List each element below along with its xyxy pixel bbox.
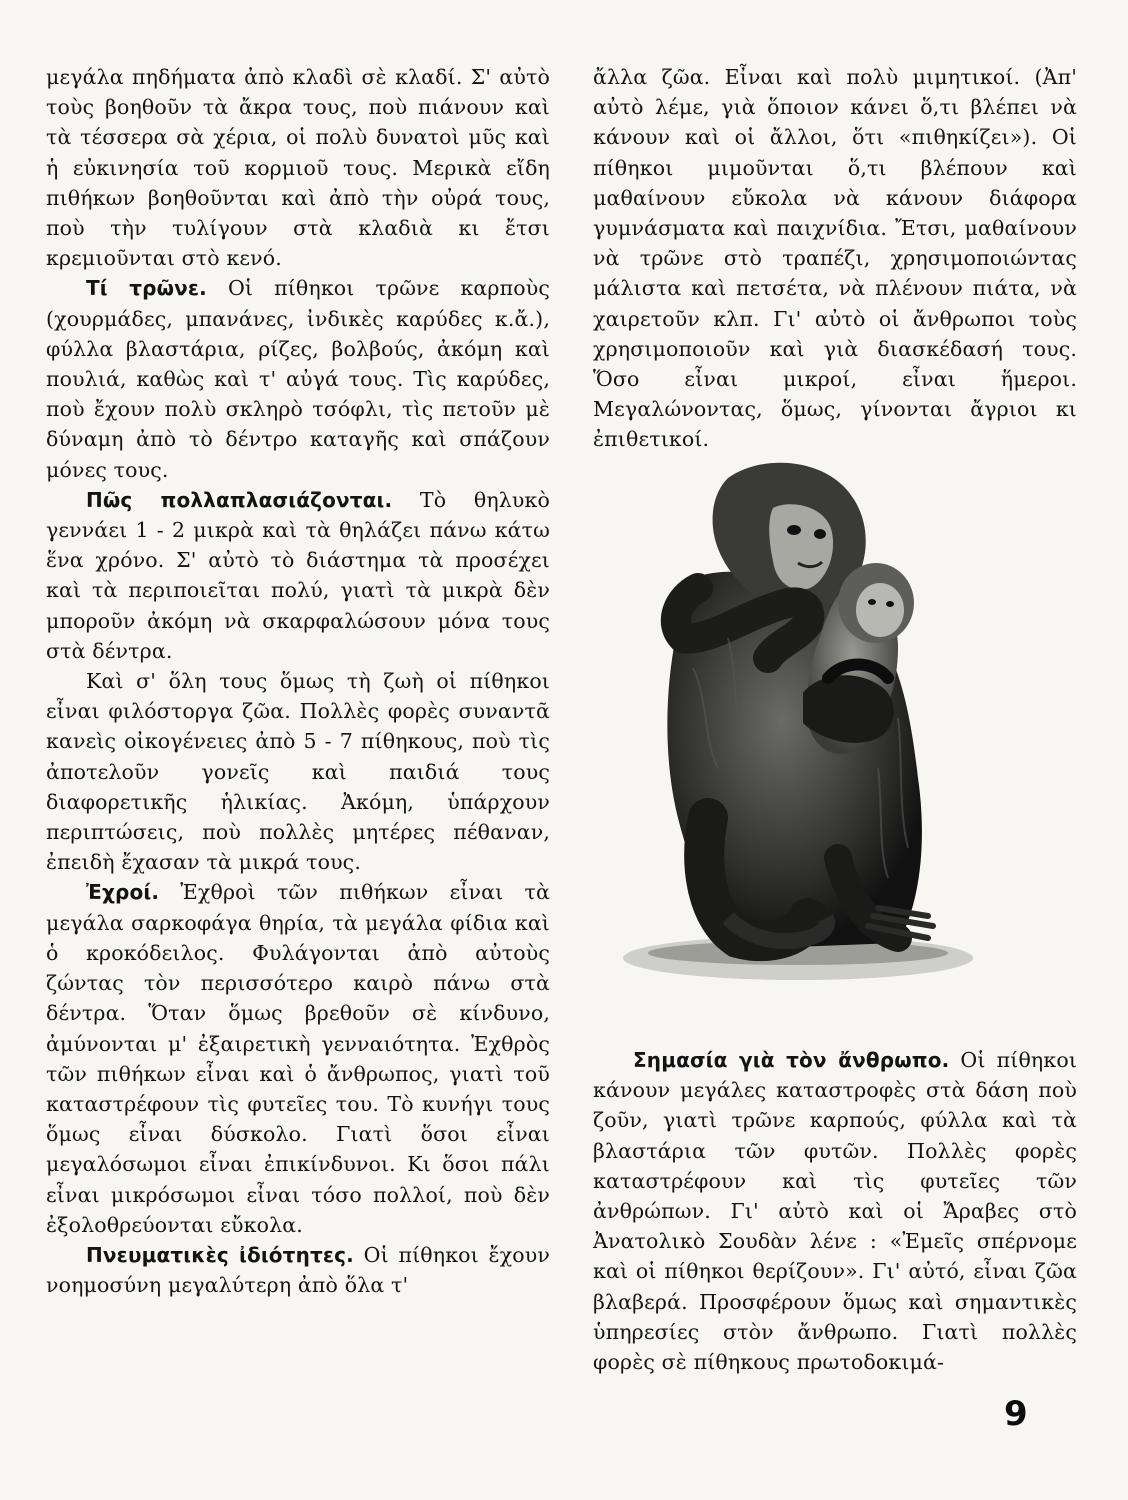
paragraph-enemies [46,877,550,1239]
heading-intellect: Πνευματικὲς ἰδιότητες. [86,1242,354,1267]
right-column [593,62,1077,455]
paragraph-significance [593,1045,1077,1377]
paragraph-intellect [46,1240,550,1300]
heading-enemies: Ἐχροί. [86,880,160,905]
monkey-mother-and-baby-illustration [598,438,988,998]
paragraph-reproduction [46,485,550,666]
paragraph-intellect-body: Οἱ πίθηκοι ἔχουν νοημοσύνη μεγαλύτερη ἀπὸ ὅλα τ' [46,1242,550,1298]
paragraph-diet [46,273,550,484]
page-number: 9 [1004,1394,1028,1434]
paragraph-diet-body: Οἱ πίθηκοι τρῶνε καρποὺς (χουρμάδες, μπανάνες, ἰνδικὲς καρύδες κ.ἄ.), φύλλα βλαστάρια, ρίζες, βολβούς, ἀκόμη καὶ πουλιά, καθὼς καὶ τ' αὐγά τους. Τὶς καρύδες, ποὺ ἔχουν πολὺ σκληρὸ τσόφλι, τὶς πετοῦν μὲ δύναμη ἀπὸ τὸ δέντρο καταγῆς καὶ σπάζουν μόνες τους. [46,276,550,482]
paragraph-enemies-body: Ἐχθροὶ τῶν πιθήκων εἶναι τὰ μεγάλα σαρκοφάγα θηρία, τὰ μεγάλα φίδια καὶ ὁ κροκόδειλος. Φυλάγονται ἀπὸ αὐτοὺς ζώντας τὸν περισσότερο καιρὸ πάνω στὰ δέντρα. Ὅταν ὅμως βρεθοῦν σὲ κίνδυνο, ἀμύνονται μ' ἐξαιρετικὴ γενναιότητα. Ἐχθρὸς τῶν πιθήκων εἶναι καὶ ὁ ἄνθρωπος, γιατὶ τοῦ καταστρέφουν τὶς φυτεῖες του. Τὸ κυνήγι τους ὅμως εἶναι δύσκολο. Γιατὶ ὅσοι εἶναι μεγαλόσωμοι εἶναι ἐπικίνδυνοι. Κι ὅσοι πάλι εἶναι μικρόσωμοι εἶναι τόσο πολλοί, ποὺ δὲν ἐξολοθρεύονται εὔκολα. [46,880,550,1237]
significance-section [593,1045,1077,1377]
heading-diet: Τί τρῶνε. [86,276,207,301]
paragraph-reproduction-body: Τὸ θηλυκὸ γεννάει 1 - 2 μικρὰ καὶ τὰ θηλάζει πάνω κάτω ἕνα χρόνο. Σ' αὐτὸ τὸ διάστημα τὰ προσέχει καὶ τὰ περιποιεῖται πολύ, γιατὶ τὰ μικρὰ δὲν μποροῦν ἀκόμη νὰ σκαρφαλώσουν μόνα τους στὰ δέντρα. [46,487,550,663]
heading-significance: Σημασία γιὰ τὸν ἄνθρωπο. [633,1048,950,1072]
left-column [46,62,550,1300]
heading-reproduction: Πῶς πολλαπλασιάζονται. [86,487,393,512]
paragraph-mimicry: ἄλλα ζῶα. Εἶναι καὶ πολὺ μιμητικοί. (Ἀπ' αὐτὸ λέμε, γιὰ ὅποιον κάνει ὅ,τι βλέπει νὰ κάνουν καὶ οἱ ἄλλοι, ὅτι «πιθηκίζει»). Οἱ πίθηκοι μιμοῦνται ὅ,τι βλέπουν καὶ μαθαίνουν εὔκολα νὰ κάνουν διάφορα γυμνάσματα καὶ παιχνίδια. Ἔτσι, μαθαίνουν νὰ τρῶνε στὸ τραπέζι, χρησιμοποιώντας μάλιστα καὶ πετσέτα, νὰ πλένουν πιάτα, νὰ χαιρετοῦν κλπ. Γι' αὐτὸ οἱ ἄνθρωποι τοὺς χρησιμοποιοῦν καὶ γιὰ διασκέδασή τους. Ὅσο εἶναι μικροί, εἶναι ἥμεροι. Μεγαλώνοντας, ὅμως, γίνονται ἄγριοι κι ἐπιθετικοί. [593,65,1077,452]
paragraph-significance-body: Οἱ πίθηκοι κάνουν μεγάλες καταστροφὲς στὰ δάση ποὺ ζοῦν, γιατὶ τρῶνε καρπούς, φύλλα καὶ τὰ βλαστάρια τῶν φυτῶν. Πολλὲς φορὲς καταστρέφουν καὶ τὶς φυτεῖες τῶν ἀνθρώπων. Γι' αὐτὸ καὶ οἱ Ἄραβες στὸ Ἀνατολικὸ Σουδὰν λένε : «Ἐμεῖς σπέρνομε καὶ οἱ πίθηκοι θερίζουν». Γι' αὐτό, εἶναι ζῶα βλαβερά. Προσφέρουν ὅμως καὶ σημαντικὲς ὑπηρεσίες στὸν ἄνθρωπο. Γιατὶ πολλὲς φορὲς σὲ πίθηκους πρωτοδοκιμά- [593,1048,1078,1375]
paragraph-locomotion: μεγάλα πηδήματα ἀπὸ κλαδὶ σὲ κλαδί. Σ' αὐτὸ τοὺς βοηθοῦν τὰ ἄκρα τους, ποὺ πιάνουν καὶ τὰ τέσσερα σὰ χέρια, οἱ πολὺ δυνατοὶ μῦς καὶ ἡ εὐκινησία τοῦ κορμιοῦ τους. Μερικὰ εἴδη πιθήκων βοηθοῦνται καὶ ἀπὸ τὴν οὐρά τους, ποὺ τὴν τυλίγουν στὰ κλαδιὰ κι ἔτσι κρεμιοῦνται στὸ κενό. [46,65,550,271]
paragraph-family: Καὶ σ' ὅλη τους ὅμως τὴ ζωὴ οἱ πίθηκοι εἶναι φιλόστοργα ζῶα. Πολλὲς φορὲς συναντᾶ κανεὶς οἰκογένειες ἀπὸ 5 - 7 πίθηκους, ποὺ τὶς ἀποτελοῦν γονεῖς καὶ παιδιά τους διαφορετικῆς ἡλικίας. Ἀκόμη, ὑπάρχουν περιπτώσεις, ποὺ πολλὲς μητέρες πέθαναν, ἐπειδὴ ἔχασαν τὰ μικρά τους. [46,669,550,875]
